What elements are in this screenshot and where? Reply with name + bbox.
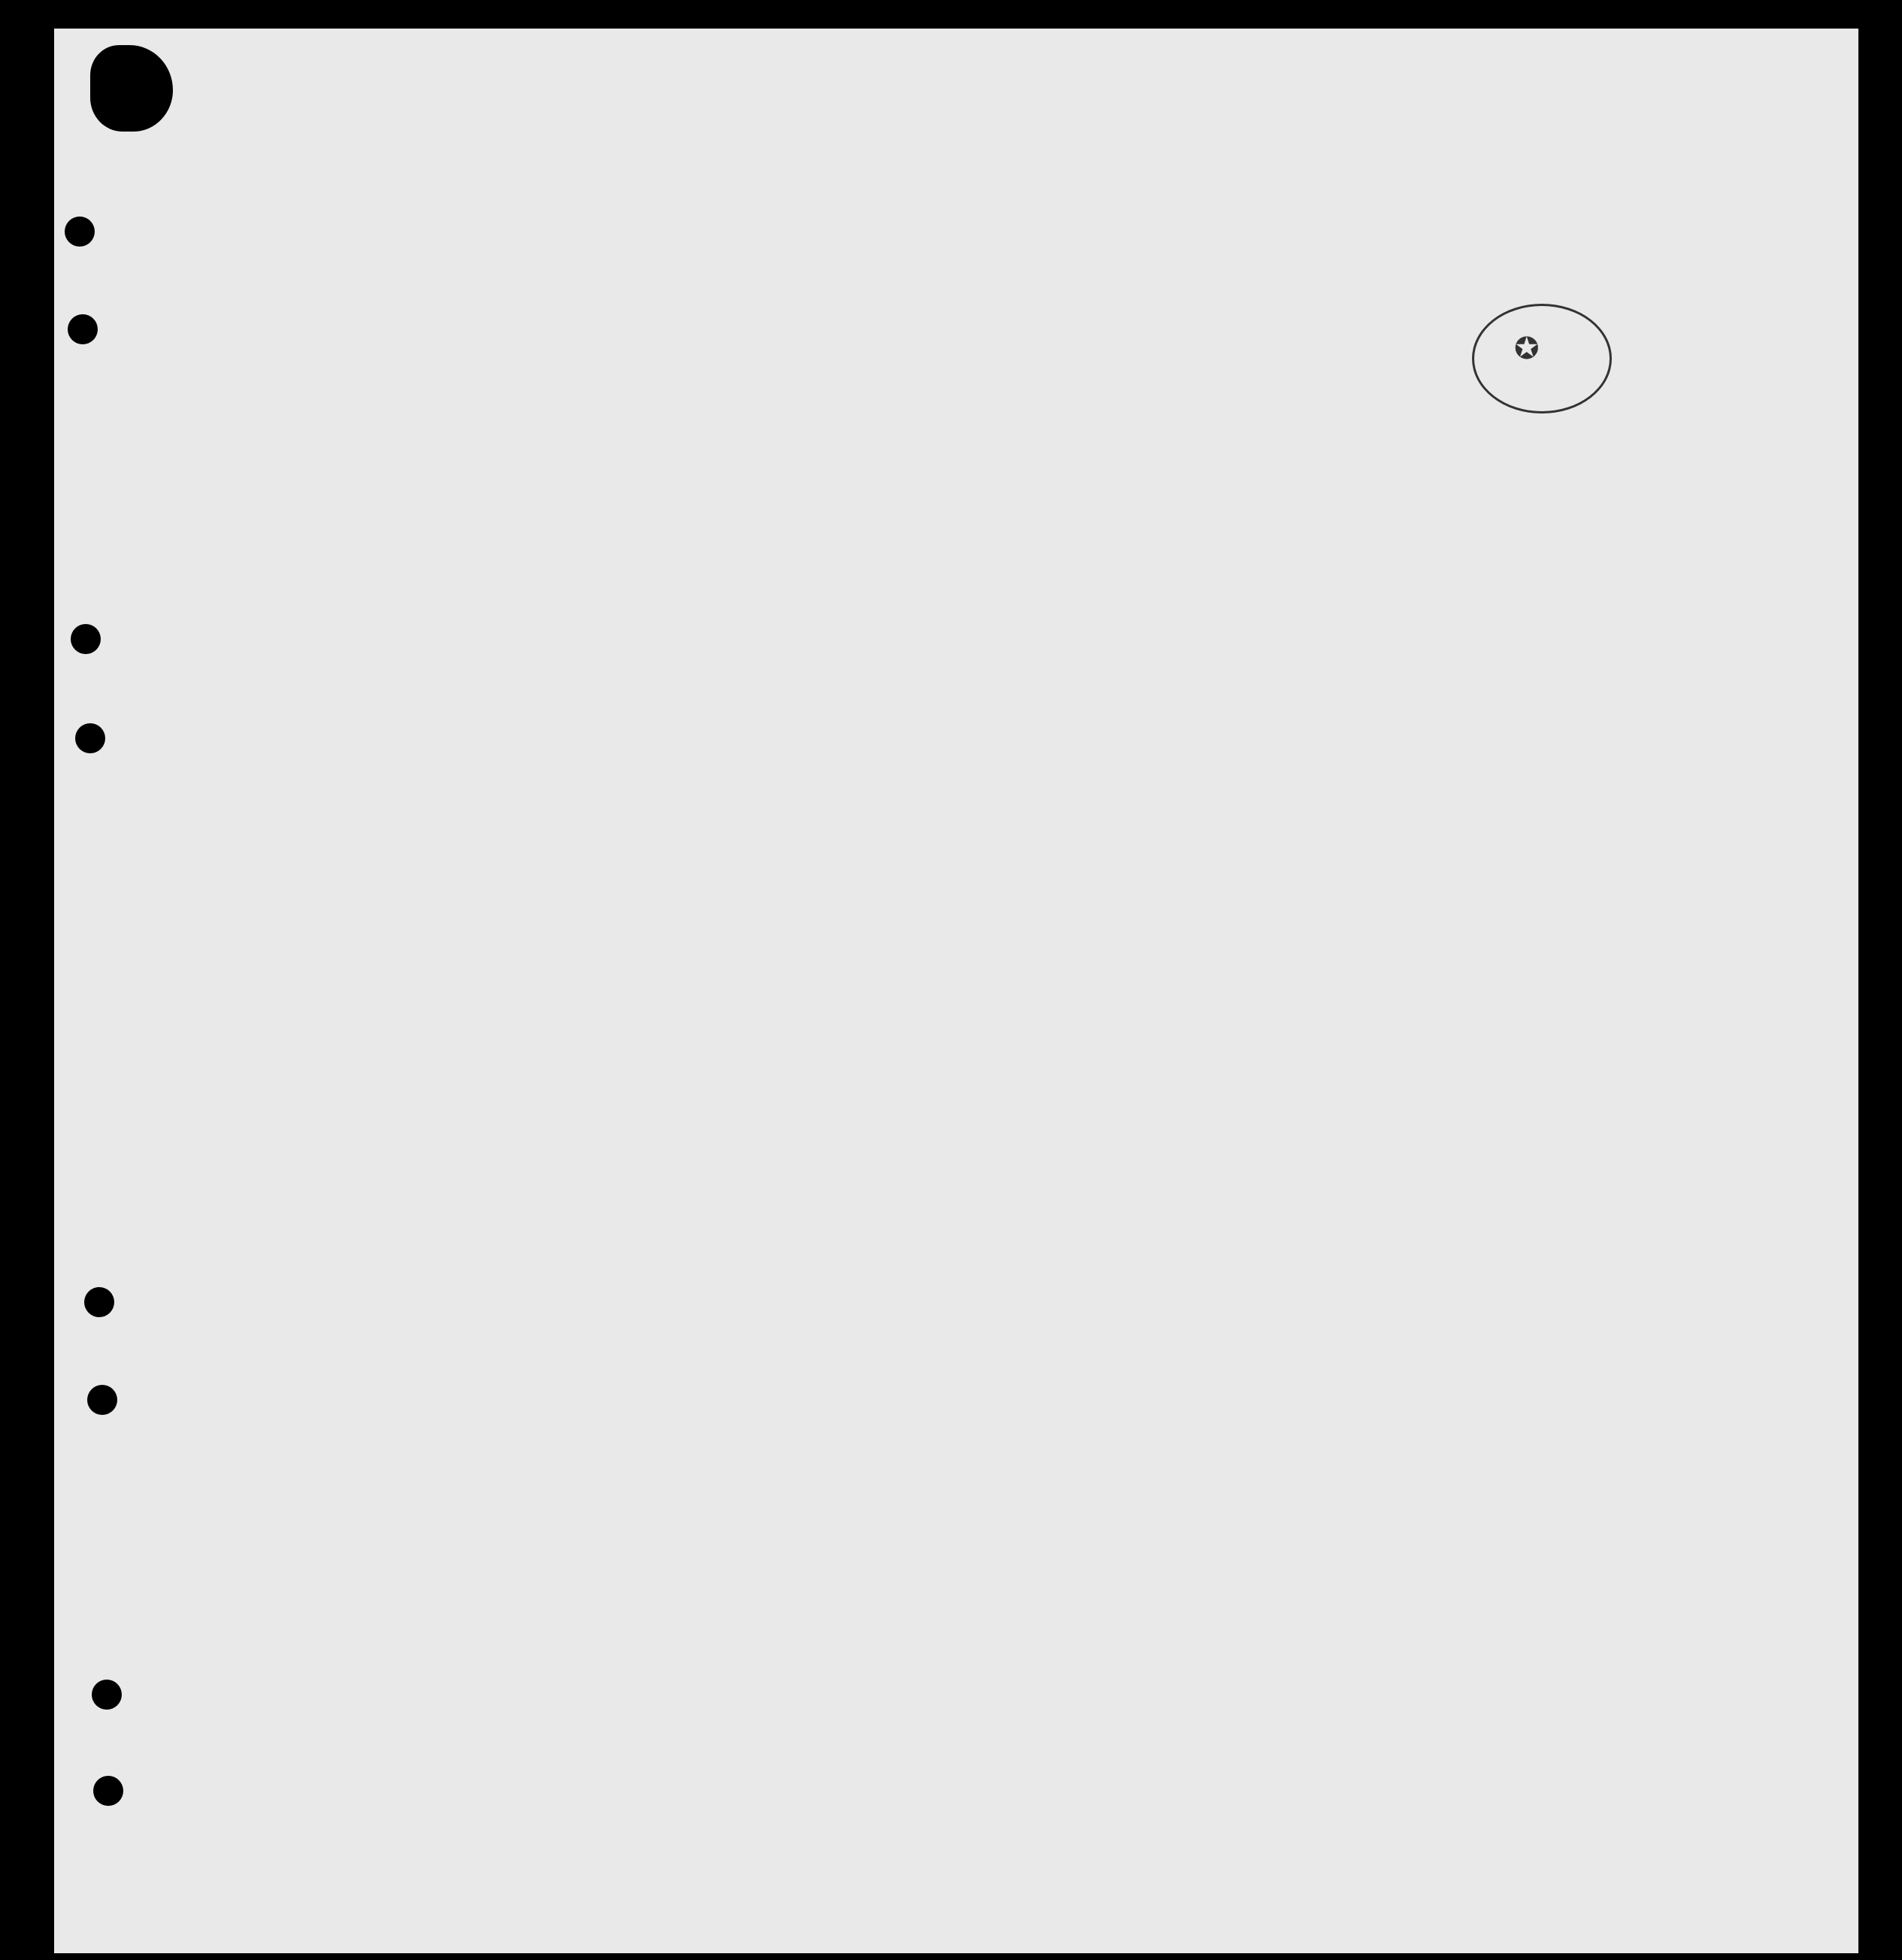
eagle-seal-icon: ✪: [1514, 332, 1540, 365]
inspection-stamp: [1472, 304, 1612, 414]
